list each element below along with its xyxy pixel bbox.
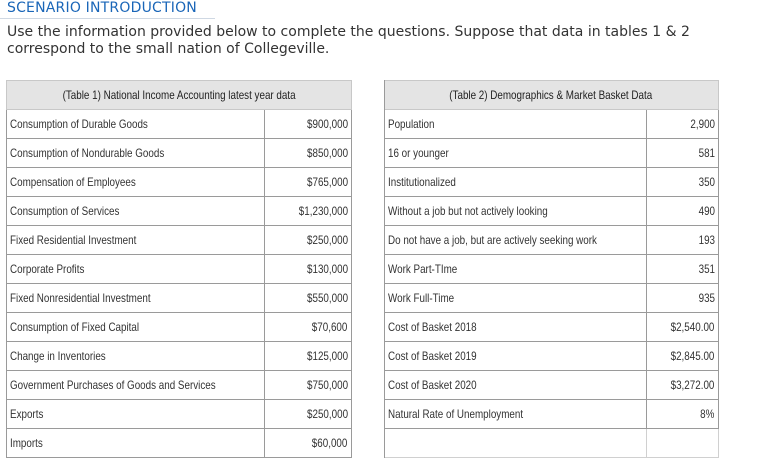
table1-label-text: Consumption of Services <box>10 204 120 218</box>
table1-value <box>264 226 351 255</box>
table1-label <box>7 342 265 371</box>
table2-value <box>646 226 718 255</box>
column-gap <box>351 139 384 168</box>
table2-value-text: 193 <box>698 233 715 247</box>
table1-label-text: Compensation of Employees <box>10 175 136 189</box>
table1-value-text: $1,230,000 <box>298 204 348 218</box>
table1-label <box>7 371 265 400</box>
table1-value-text: $250,000 <box>306 233 348 247</box>
table1-label-text: Government Purchases of Goods and Services <box>10 378 216 392</box>
table2-value <box>646 313 718 342</box>
table2-label-text: Work Part-TIme <box>387 262 458 276</box>
table1-value-text: $765,000 <box>306 175 348 189</box>
table2-label-text: Population <box>387 117 435 131</box>
table2-value <box>646 400 718 429</box>
table2-value-text: $2,540.00 <box>670 320 715 334</box>
table1-value-text: $550,000 <box>306 291 348 305</box>
table2-label <box>384 371 646 400</box>
table2-label <box>384 168 646 197</box>
table2-label <box>384 139 646 168</box>
column-gap <box>351 429 384 458</box>
table-row <box>7 226 719 255</box>
table2-value-text: 350 <box>698 175 715 189</box>
table1-label <box>7 429 265 458</box>
table2-label-text: Institutionalized <box>387 175 456 189</box>
table2-value <box>646 255 718 284</box>
table1-value-text: $850,000 <box>306 146 348 160</box>
table1-value <box>264 168 351 197</box>
table2-label <box>384 342 646 371</box>
table-row <box>7 255 719 284</box>
column-gap <box>351 168 384 197</box>
section-heading: SCENARIO INTRODUCTION <box>7 0 197 16</box>
table2-value <box>646 284 718 313</box>
column-gap <box>351 255 384 284</box>
table1-value <box>264 255 351 284</box>
table1-value <box>264 313 351 342</box>
table2-value <box>646 342 718 371</box>
table1-title: (Table 1) National Income Accounting latest year data <box>7 81 352 110</box>
table2-label-text: 16 or younger <box>387 146 449 160</box>
column-gap <box>351 400 384 429</box>
column-gap <box>351 371 384 400</box>
table2-label <box>384 429 646 458</box>
table1-label <box>7 226 265 255</box>
column-gap <box>351 110 384 139</box>
table-row <box>7 429 719 458</box>
table2-value-text: 490 <box>698 204 715 218</box>
table2-label <box>384 197 646 226</box>
table2-label-text: Natural Rate of Unemployment <box>387 407 523 421</box>
table2-label <box>384 313 646 342</box>
data-tables <box>6 80 719 458</box>
table2-value-text: 581 <box>698 146 715 160</box>
table1-label <box>7 110 265 139</box>
table2-value <box>646 197 718 226</box>
table1-value-text: $70,600 <box>312 320 348 334</box>
column-gap <box>351 284 384 313</box>
table-row <box>7 284 719 313</box>
table-row <box>7 371 719 400</box>
table2-label-text: Cost of Basket 2020 <box>387 378 477 392</box>
table-row <box>7 342 719 371</box>
table2-value-text: $3,272.00 <box>670 378 715 392</box>
table2-label <box>384 110 646 139</box>
table1-value-text: $750,000 <box>306 378 348 392</box>
table-row <box>7 197 719 226</box>
table2-title: (Table 2) Demographics & Market Basket Data <box>384 81 718 110</box>
table1-value <box>264 400 351 429</box>
table1-label <box>7 313 265 342</box>
table2-value <box>646 110 718 139</box>
table2-value-text: $2,845.00 <box>670 349 715 363</box>
table2-value <box>646 371 718 400</box>
table1-label-text: Consumption of Nondurable Goods <box>10 146 165 160</box>
table2-label <box>384 400 646 429</box>
table1-label-text: Consumption of Fixed Capital <box>10 320 140 334</box>
column-gap <box>351 313 384 342</box>
table1-label <box>7 168 265 197</box>
table1-value-text: $60,000 <box>312 436 348 450</box>
table1-value-text: $250,000 <box>306 407 348 421</box>
heading-underline <box>0 18 215 19</box>
table2-value <box>646 168 718 197</box>
column-gap <box>351 81 384 110</box>
table1-value-text: $125,000 <box>306 349 348 363</box>
table1-label-text: Consumption of Durable Goods <box>10 117 148 131</box>
table1-value <box>264 429 351 458</box>
table1-value-text: $900,000 <box>306 117 348 131</box>
table1-label-text: Imports <box>10 436 43 450</box>
table1-label <box>7 139 265 168</box>
table2-label-text: Without a job but not actively looking <box>387 204 548 218</box>
table2-value <box>646 429 718 458</box>
table1-value <box>264 342 351 371</box>
table1-value-text: $130,000 <box>306 262 348 276</box>
table-row <box>7 110 719 139</box>
table1-value <box>264 284 351 313</box>
table1-label <box>7 197 265 226</box>
table2-label-text: Cost of Basket 2019 <box>387 349 477 363</box>
table1-label-text: Fixed Residential Investment <box>10 233 137 247</box>
table2-value-text: 351 <box>698 262 715 276</box>
column-gap <box>351 226 384 255</box>
table-header-row <box>7 81 719 110</box>
column-gap <box>351 197 384 226</box>
table2-value <box>646 139 718 168</box>
table2-label-text: Work Full-Time <box>387 291 454 305</box>
table2-label <box>384 284 646 313</box>
table2-label-text: Cost of Basket 2018 <box>387 320 477 334</box>
table-row <box>7 139 719 168</box>
column-gap <box>351 342 384 371</box>
table1-label-text: Corporate Profits <box>10 262 85 276</box>
table2-value-text: 8% <box>700 407 715 421</box>
table1-label-text: Fixed Nonresidential Investment <box>10 291 151 305</box>
table-row <box>7 400 719 429</box>
table2-label <box>384 255 646 284</box>
table1-label-text: Exports <box>10 407 44 421</box>
table2-label-text: Do not have a job, but are actively seeking work <box>387 233 597 247</box>
intro-text: Use the information provided below to complete the questions. Suppose that data in tables 1 & 2 correspond to the small nation of Collegeville. <box>7 24 690 57</box>
table1-label <box>7 400 265 429</box>
table1-label <box>7 255 265 284</box>
table1-value <box>264 110 351 139</box>
table1-label-text: Change in Inventories <box>10 349 106 363</box>
table-row <box>7 168 719 197</box>
table1-label <box>7 284 265 313</box>
table1-value <box>264 139 351 168</box>
table-row <box>7 313 719 342</box>
table2-value-text: 2,900 <box>689 117 715 131</box>
table2-label <box>384 226 646 255</box>
table1-value <box>264 371 351 400</box>
table2-value-text: 935 <box>698 291 715 305</box>
table1-value <box>264 197 351 226</box>
